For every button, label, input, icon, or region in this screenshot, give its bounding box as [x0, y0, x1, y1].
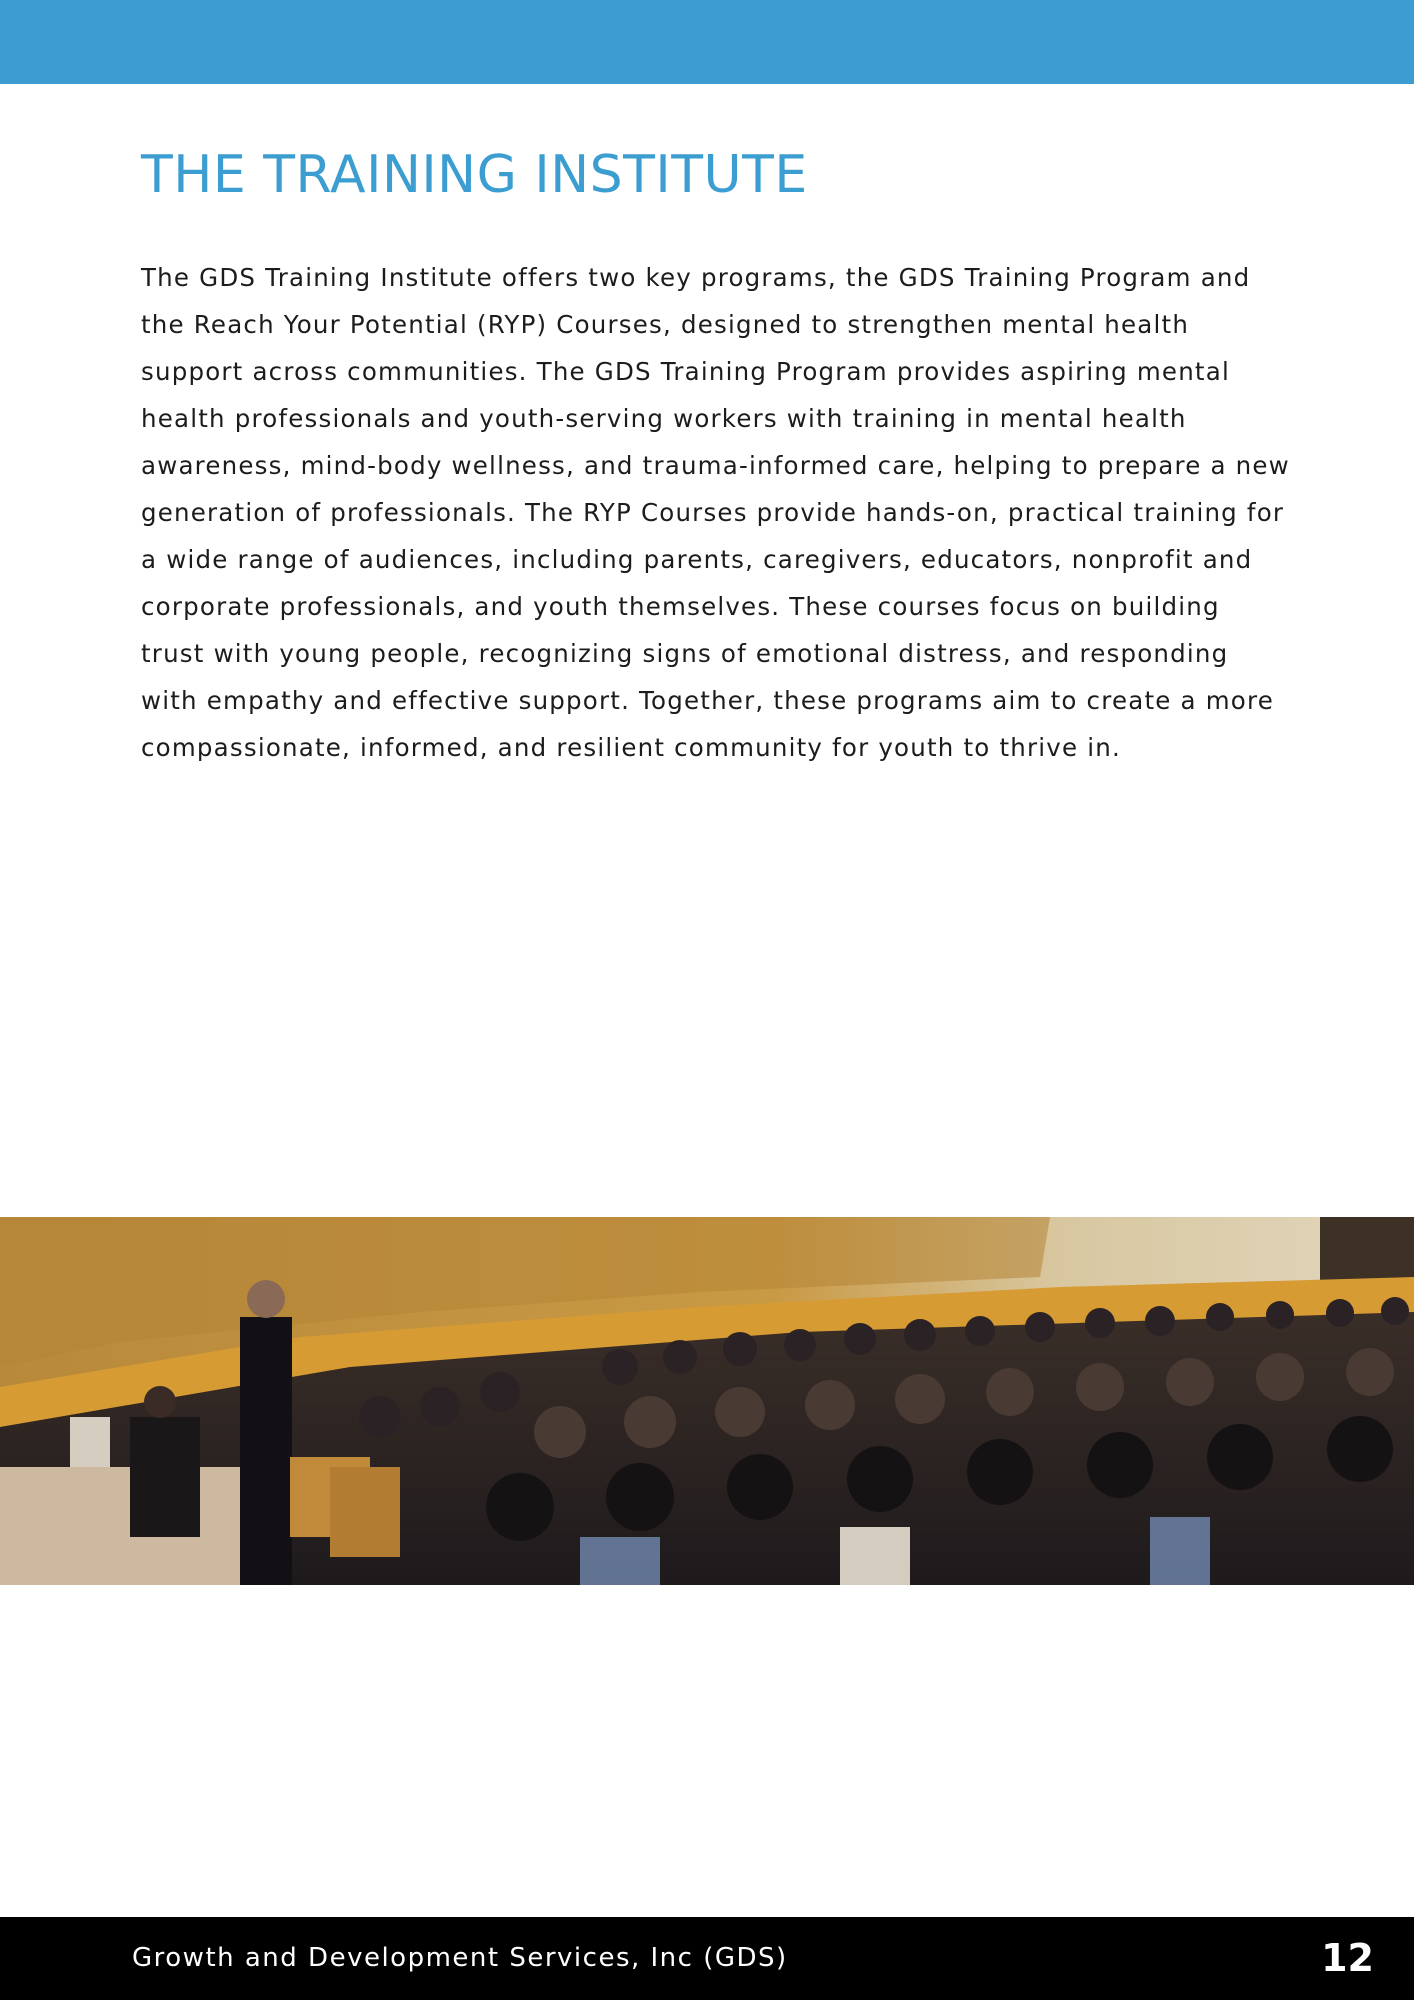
- footer-organization: Growth and Development Services, Inc (GDS): [132, 1943, 788, 1973]
- page-number: 12: [1321, 1936, 1374, 1980]
- body-paragraph: The GDS Training Institute offers two key programs, the GDS Training Program and the Reach Your Potential (RYP) Courses, designed to strengthen mental health support across communities. The GDS Training Program provides aspiring mental health professionals and youth-serving workers with training in mental health awareness, mind-body wellness, and trauma-informed care, helping to prepare a new generation of professionals. The RYP Courses provide hands-on, practical training for a wide range of audiences, including parents, caregivers, educators, nonprofit and corporate professionals, and youth themselves. These courses focus on building trust with young people, recognizing signs of emotional distress, and responding with empathy and effective support. Together, these programs aim to create a more compassionate, informed, and resilient community for youth to thrive in.: [141, 263, 1290, 762]
- header-band: [0, 0, 1414, 84]
- auditorium-photo: [0, 1217, 1414, 1585]
- page-title: THE TRAINING INSTITUTE: [141, 145, 808, 205]
- footer-bar: [0, 1917, 1414, 2000]
